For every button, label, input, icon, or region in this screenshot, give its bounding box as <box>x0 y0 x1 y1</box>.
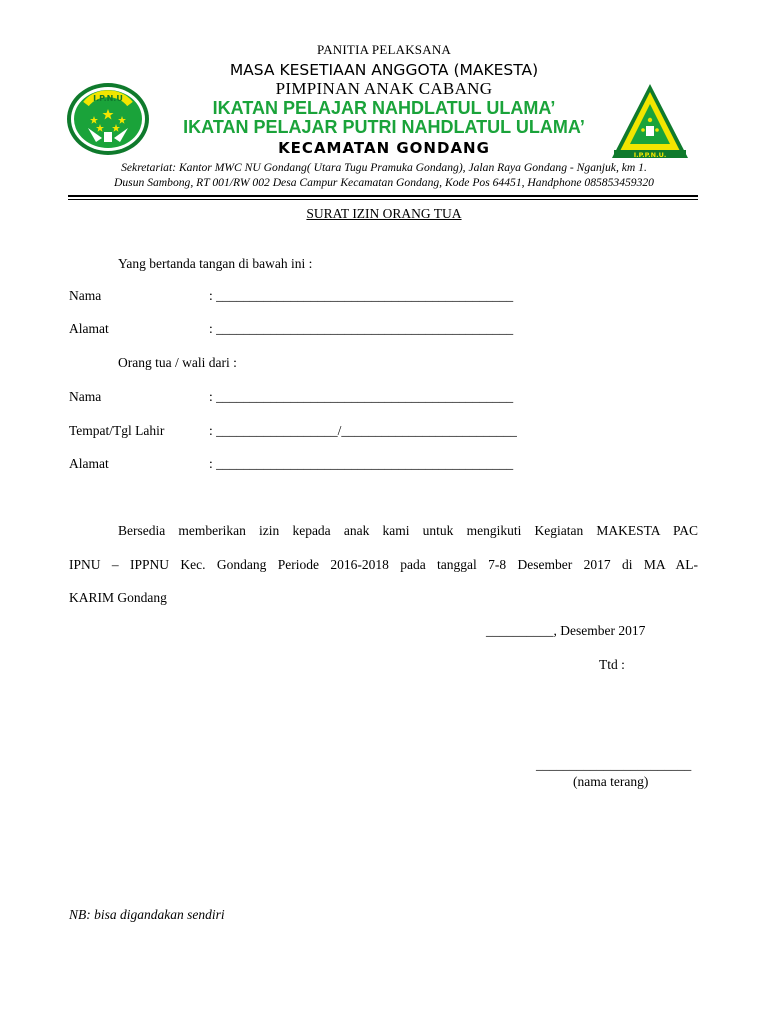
body-line-1: Bersedia memberikan izin kepada anak kami untuk mengikuti Kegiatan MAKESTA PAC <box>118 523 698 538</box>
header-address-line1: Sekretariat: Kantor MWC NU Gondang( Utara Tugu Pramuka Gondang), Jalan Raya Gondang - Nganjuk, km 1. <box>121 161 647 174</box>
parent-name-label: Nama <box>69 288 102 303</box>
header-ippnu: IKATAN PELAJAR PUTRI NAHDLATUL ULAMA’ <box>183 117 585 137</box>
ipnu-logo-text: I.P.N.U <box>93 94 123 103</box>
name-caption: (nama terang) <box>573 774 649 789</box>
header-ipnu: IKATAN PELAJAR NAHDLATUL ULAMA’ <box>212 98 556 118</box>
ttd-label: Ttd : <box>599 657 625 672</box>
header-divider-thick <box>68 195 698 197</box>
header-district: KECAMATAN GONDANG <box>278 139 490 157</box>
child-address-label: Alamat <box>69 456 109 471</box>
child-intro: Orang tua / wali dari : <box>118 355 237 370</box>
date-line: __________, Desember 2017 <box>486 623 646 638</box>
body-line-2: IPNU – IPPNU Kec. Gondang Periode 2016-2018 pada tanggal 7-8 Desember 2017 di MA AL- <box>69 557 698 572</box>
child-address-field: : ____________________________________________ <box>209 456 514 471</box>
child-name-label: Nama <box>69 389 102 404</box>
signature-line: _______________________ <box>536 757 692 772</box>
header-address-line2: Dusun Sambong, RT 001/RW 002 Desa Campur Kecamatan Gondang, Kode Pos 64451, Handphone 085853459320 <box>114 176 654 189</box>
letter-title: SURAT IZIN ORANG TUA <box>306 206 462 221</box>
child-birth-field: : __________________/__________________________ <box>209 423 517 438</box>
body-line-3: KARIM Gondang <box>69 590 167 605</box>
header-event: MASA KESETIAAN ANGGOTA (MAKESTA) <box>229 61 539 79</box>
ippnu-logo-text: I.P.P.N.U. <box>633 151 667 159</box>
parent-name-field: : ____________________________________________ <box>209 288 514 303</box>
child-name-field: : ____________________________________________ <box>209 389 514 404</box>
parent-address-field: : ____________________________________________ <box>209 321 514 336</box>
letter-intro: Yang bertanda tangan di bawah ini : <box>118 256 313 271</box>
child-birth-label: Tempat/Tgl Lahir <box>69 423 165 438</box>
nb-note: NB: bisa digandakan sendiri <box>69 907 225 922</box>
header-divider-thin <box>68 199 698 200</box>
header-committee: PANITIA PELAKSANA <box>316 42 452 57</box>
parent-address-label: Alamat <box>69 321 109 336</box>
header-branch: PIMPINAN ANAK CABANG <box>275 79 493 98</box>
